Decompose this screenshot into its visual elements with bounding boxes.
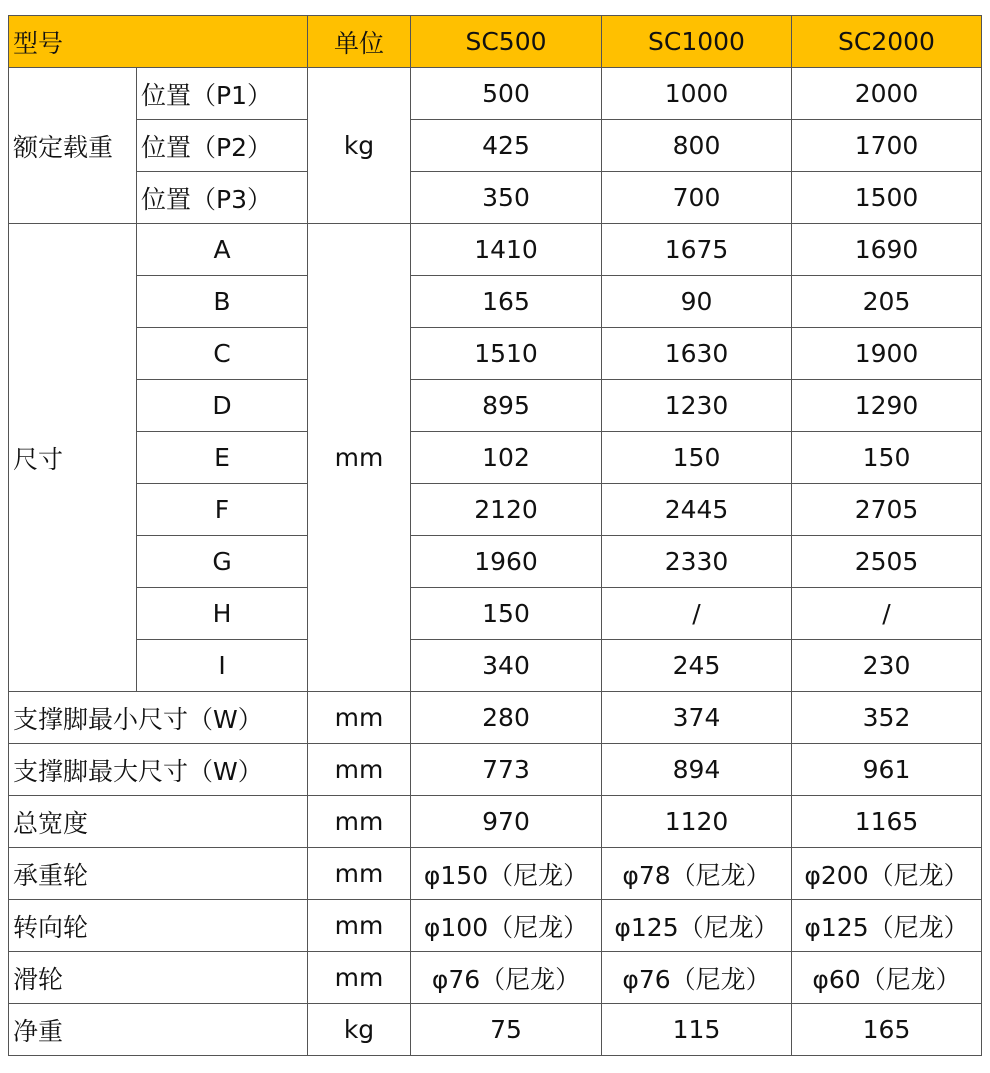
value-cell: 2445 (602, 484, 792, 536)
value-cell: 1500 (792, 172, 982, 224)
value-cell: 165 (411, 276, 602, 328)
value-cell: 895 (411, 380, 602, 432)
model-sc1000-header: SC1000 (602, 16, 792, 68)
dim-code: E (137, 432, 308, 484)
value-cell: / (792, 588, 982, 640)
value-cell: 1120 (602, 796, 792, 848)
table-row (9, 952, 982, 1004)
value-cell: φ125（尼龙） (602, 900, 792, 952)
value-cell: 800 (602, 120, 792, 172)
value-cell: 205 (792, 276, 982, 328)
value-cell: 115 (602, 1004, 792, 1056)
value-cell: 500 (411, 68, 602, 120)
header-row (9, 16, 982, 68)
value-cell: 165 (792, 1004, 982, 1056)
value-cell: 150 (602, 432, 792, 484)
table-row (9, 692, 982, 744)
table-row (9, 796, 982, 848)
value-cell: 1000 (602, 68, 792, 120)
value-cell: 150 (792, 432, 982, 484)
value-cell: 773 (411, 744, 602, 796)
row-label: 支撑脚最大尺寸（W） (9, 744, 308, 796)
value-cell: 1900 (792, 328, 982, 380)
unit-cell: mm (308, 952, 411, 1004)
table-row (9, 276, 982, 328)
value-cell: 1700 (792, 120, 982, 172)
dim-code: D (137, 380, 308, 432)
value-cell: 961 (792, 744, 982, 796)
value-cell: 90 (602, 276, 792, 328)
unit-cell: mm (308, 692, 411, 744)
value-cell: 350 (411, 172, 602, 224)
unit-cell: mm (308, 744, 411, 796)
value-cell: 352 (792, 692, 982, 744)
value-cell: 2505 (792, 536, 982, 588)
value-cell: 2705 (792, 484, 982, 536)
row-label: 滑轮 (9, 952, 308, 1004)
table-row (9, 900, 982, 952)
value-cell: 2120 (411, 484, 602, 536)
load-label: 额定载重 (9, 68, 137, 224)
value-cell: 425 (411, 120, 602, 172)
table-row (9, 224, 982, 276)
table-row (9, 848, 982, 900)
row-label: 净重 (9, 1004, 308, 1056)
model-sc2000-header: SC2000 (792, 16, 982, 68)
value-cell: 1290 (792, 380, 982, 432)
load-position: 位置（P3） (137, 172, 308, 224)
value-cell: 1165 (792, 796, 982, 848)
value-cell: 245 (602, 640, 792, 692)
row-label: 转向轮 (9, 900, 308, 952)
dim-code: B (137, 276, 308, 328)
value-cell: φ100（尼龙） (411, 900, 602, 952)
dim-code: C (137, 328, 308, 380)
dim-code: F (137, 484, 308, 536)
table-row (9, 120, 982, 172)
table-row (9, 328, 982, 380)
value-cell: 150 (411, 588, 602, 640)
dim-code: I (137, 640, 308, 692)
value-cell: 970 (411, 796, 602, 848)
value-cell: 1675 (602, 224, 792, 276)
unit-cell: kg (308, 1004, 411, 1056)
value-cell: φ78（尼龙） (602, 848, 792, 900)
table-row (9, 536, 982, 588)
row-label: 总宽度 (9, 796, 308, 848)
value-cell: 230 (792, 640, 982, 692)
value-cell: 1410 (411, 224, 602, 276)
value-cell: φ200（尼龙） (792, 848, 982, 900)
load-unit: kg (308, 68, 411, 224)
spec-table (8, 15, 982, 1056)
value-cell: 280 (411, 692, 602, 744)
table-row (9, 484, 982, 536)
dim-code: G (137, 536, 308, 588)
value-cell: 1960 (411, 536, 602, 588)
unit-cell: mm (308, 900, 411, 952)
value-cell: φ60（尼龙） (792, 952, 982, 1004)
table-row (9, 588, 982, 640)
value-cell: 700 (602, 172, 792, 224)
value-cell: / (602, 588, 792, 640)
value-cell: 2000 (792, 68, 982, 120)
unit-cell: mm (308, 848, 411, 900)
table-row (9, 380, 982, 432)
row-label: 支撑脚最小尺寸（W） (9, 692, 308, 744)
model-header: 型号 (9, 16, 308, 68)
value-cell: 2330 (602, 536, 792, 588)
value-cell: 102 (411, 432, 602, 484)
table-row (9, 744, 982, 796)
row-label: 承重轮 (9, 848, 308, 900)
unit-header: 单位 (308, 16, 411, 68)
load-position: 位置（P2） (137, 120, 308, 172)
value-cell: 1690 (792, 224, 982, 276)
dims-unit: mm (308, 224, 411, 692)
value-cell: 1630 (602, 328, 792, 380)
value-cell: 75 (411, 1004, 602, 1056)
value-cell: 340 (411, 640, 602, 692)
value-cell: φ150（尼龙） (411, 848, 602, 900)
model-sc500-header: SC500 (411, 16, 602, 68)
value-cell: 374 (602, 692, 792, 744)
table-row (9, 172, 982, 224)
unit-cell: mm (308, 796, 411, 848)
table-row (9, 432, 982, 484)
table-row (9, 68, 982, 120)
dim-code: H (137, 588, 308, 640)
value-cell: φ125（尼龙） (792, 900, 982, 952)
value-cell: 1510 (411, 328, 602, 380)
load-position: 位置（P1） (137, 68, 308, 120)
dims-label: 尺寸 (9, 224, 137, 692)
value-cell: 1230 (602, 380, 792, 432)
table-row (9, 1004, 982, 1056)
value-cell: 894 (602, 744, 792, 796)
table-row (9, 640, 982, 692)
dim-code: A (137, 224, 308, 276)
value-cell: φ76（尼龙） (602, 952, 792, 1004)
value-cell: φ76（尼龙） (411, 952, 602, 1004)
